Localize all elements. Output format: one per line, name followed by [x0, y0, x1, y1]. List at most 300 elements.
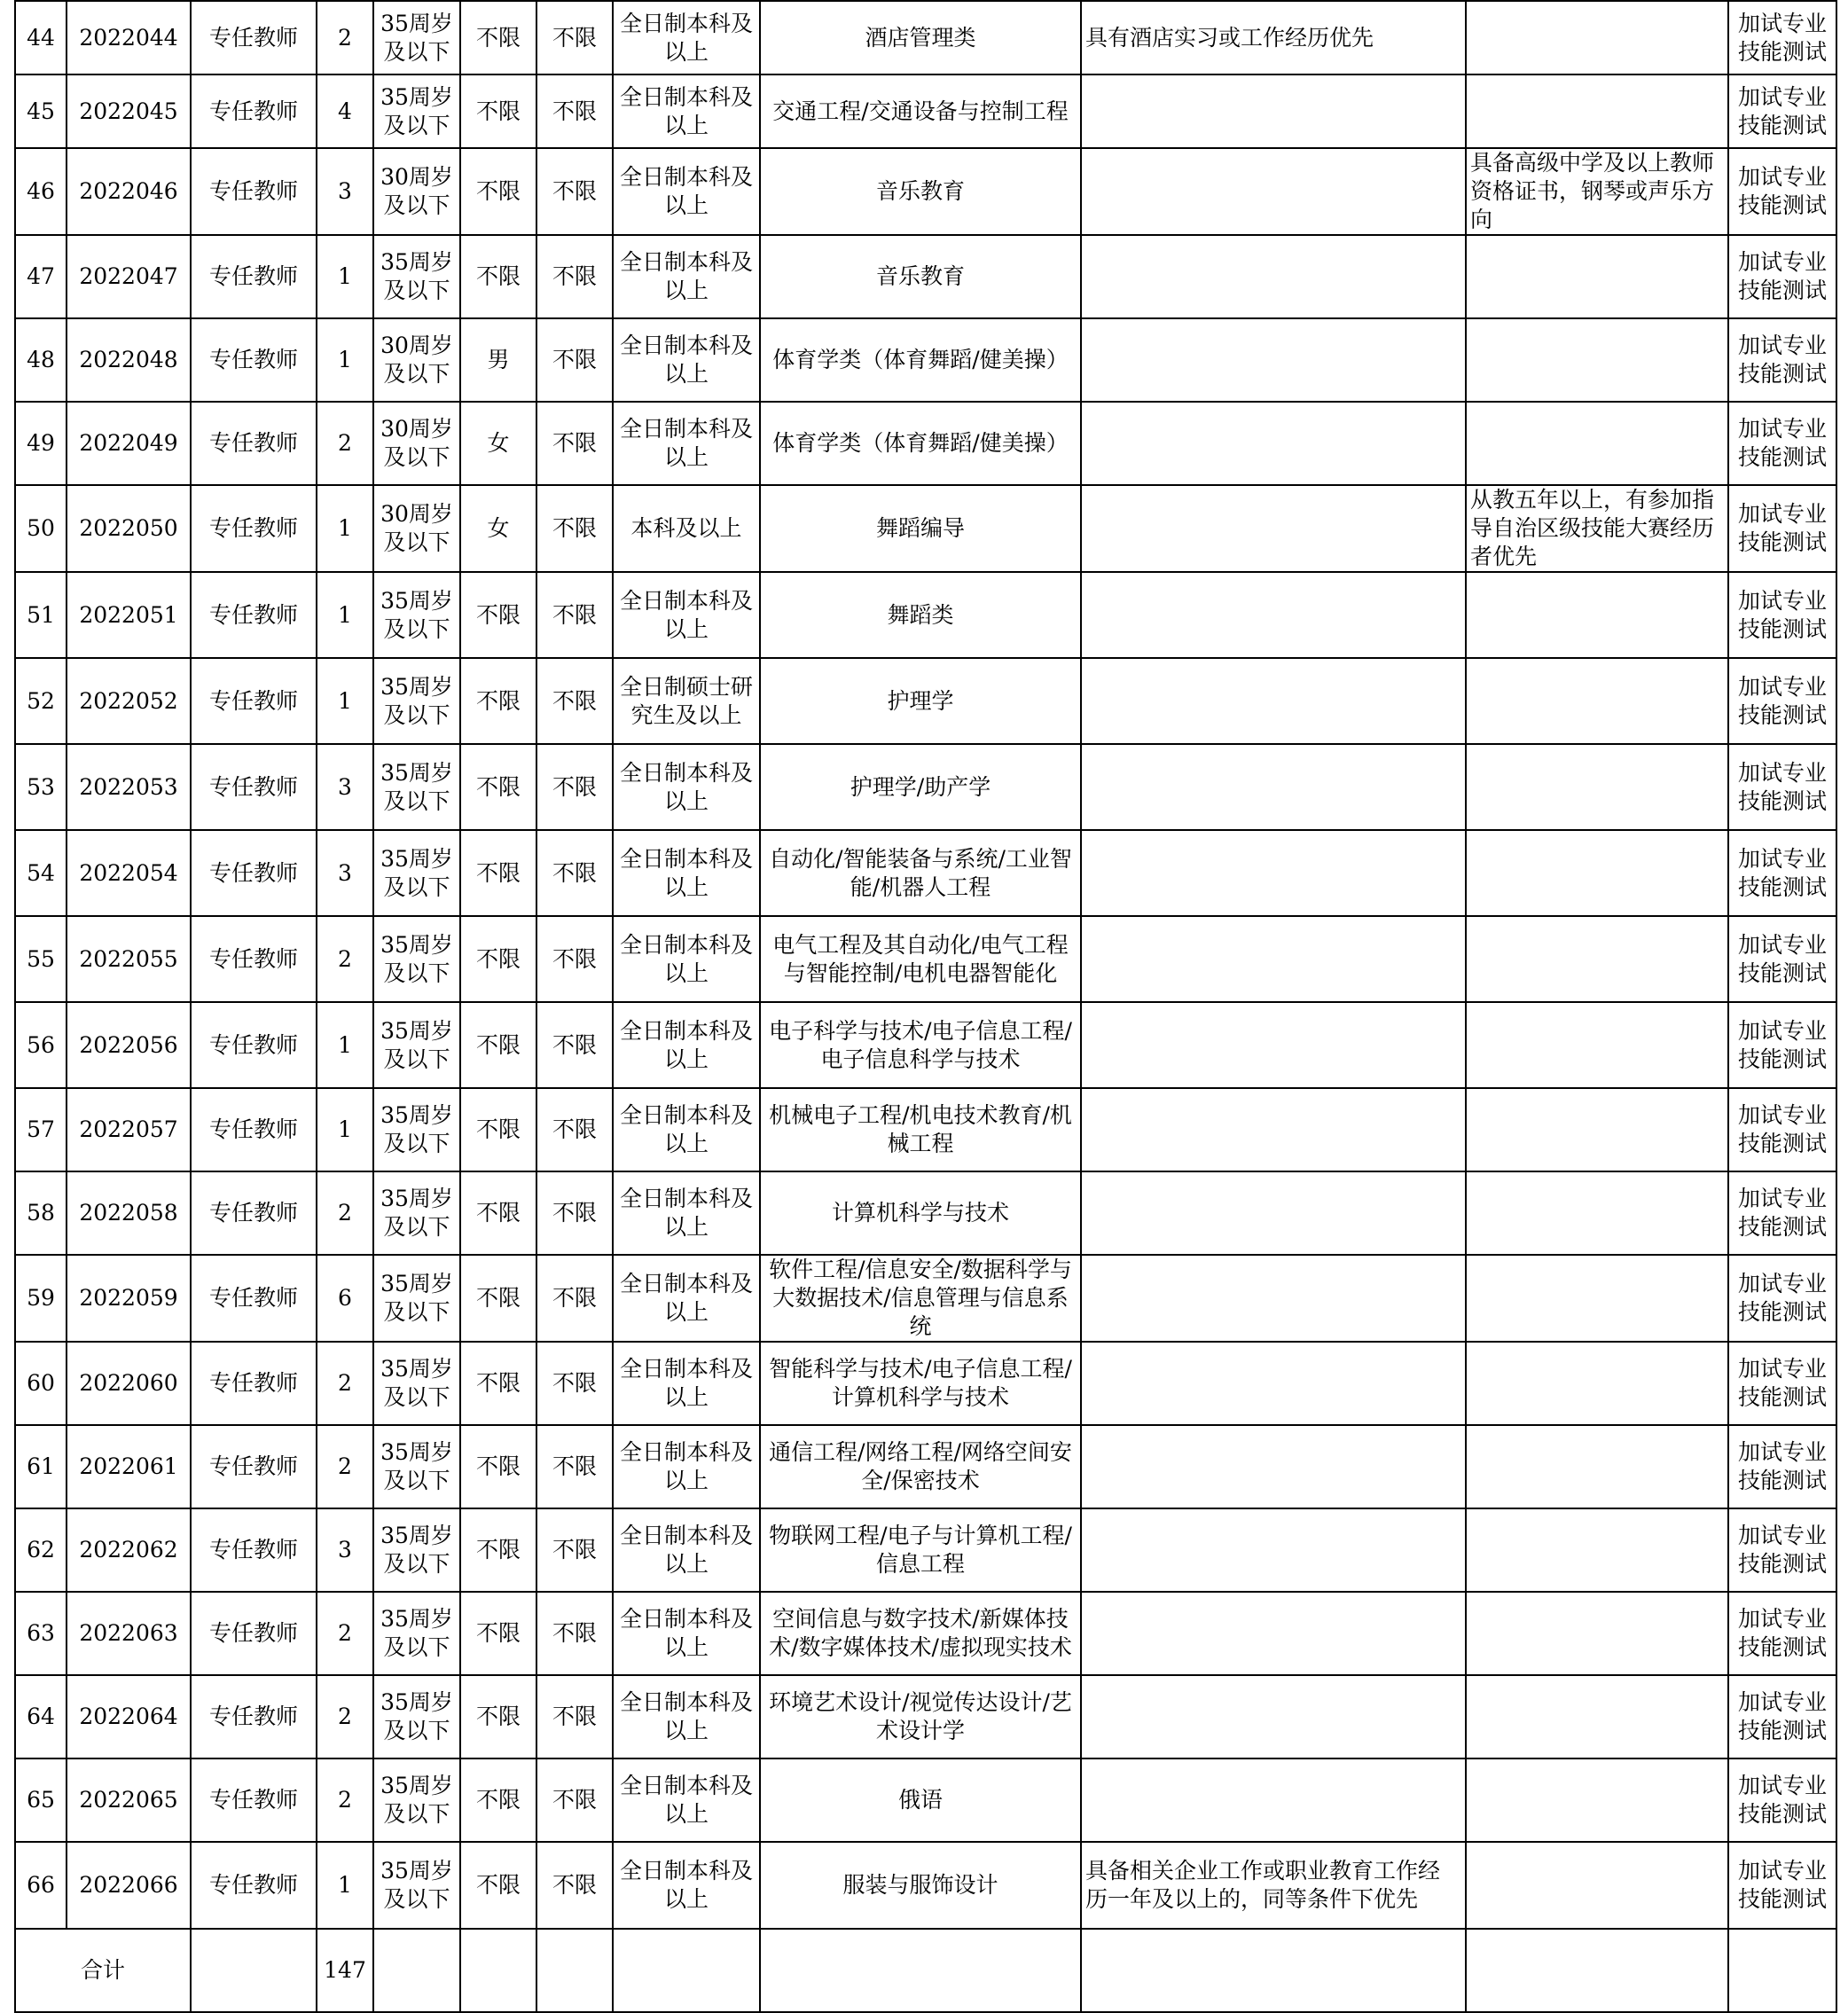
- major-cell: 电气工程及其自动化/电气工程与智能控制/电机电器智能化: [760, 916, 1081, 1002]
- gender-cell: 不限: [460, 1675, 536, 1758]
- code-cell: 2022062: [67, 1508, 191, 1592]
- post-cell: 专任教师: [191, 1758, 317, 1842]
- gender-cell: 不限: [460, 1508, 536, 1592]
- experience-cell: [1081, 1508, 1466, 1592]
- experience-cell: [1081, 1171, 1466, 1255]
- education-cell: 全日制本科及以上: [613, 74, 760, 148]
- remark-cell: 加试专业技能测试: [1728, 485, 1836, 572]
- count-cell: 4: [317, 74, 373, 148]
- education-cell: 全日制本科及以上: [613, 1088, 760, 1171]
- gender-cell: 不限: [460, 148, 536, 235]
- remark-cell: 加试专业技能测试: [1728, 744, 1836, 830]
- ethnicity-cell: 不限: [536, 1758, 613, 1842]
- experience-cell: [1081, 1088, 1466, 1171]
- count-cell: 2: [317, 1, 373, 74]
- empty-cell: [536, 1929, 613, 2012]
- major-cell: 音乐教育: [760, 148, 1081, 235]
- table-row: [15, 318, 1836, 402]
- code-cell: 2022047: [67, 235, 191, 318]
- gender-cell: 不限: [460, 1342, 536, 1425]
- post-cell: 专任教师: [191, 744, 317, 830]
- seq-cell: 49: [15, 402, 67, 485]
- post-cell: 专任教师: [191, 1088, 317, 1171]
- table-row: [15, 1592, 1836, 1675]
- age-cell: 35周岁及以下: [373, 1088, 460, 1171]
- table-row: [15, 235, 1836, 318]
- ethnicity-cell: 不限: [536, 1342, 613, 1425]
- empty-cell: [373, 1929, 460, 2012]
- age-cell: 35周岁及以下: [373, 1592, 460, 1675]
- major-cell: 交通工程/交通设备与控制工程: [760, 74, 1081, 148]
- age-cell: 35周岁及以下: [373, 1, 460, 74]
- table-row: [15, 74, 1836, 148]
- post-cell: 专任教师: [191, 1508, 317, 1592]
- post-cell: 专任教师: [191, 658, 317, 744]
- post-cell: 专任教师: [191, 830, 317, 916]
- gender-cell: 不限: [460, 1171, 536, 1255]
- post-cell: 专任教师: [191, 148, 317, 235]
- count-cell: 2: [317, 402, 373, 485]
- code-cell: 2022066: [67, 1842, 191, 1929]
- experience-cell: [1081, 1255, 1466, 1342]
- remark-cell: 加试专业技能测试: [1728, 658, 1836, 744]
- empty-cell: [760, 1929, 1081, 2012]
- other-condition-cell: [1466, 916, 1728, 1002]
- education-cell: 全日制本科及以上: [613, 1171, 760, 1255]
- code-cell: 2022060: [67, 1342, 191, 1425]
- code-cell: 2022059: [67, 1255, 191, 1342]
- ethnicity-cell: 不限: [536, 1592, 613, 1675]
- other-condition-cell: [1466, 1425, 1728, 1508]
- code-cell: 2022049: [67, 402, 191, 485]
- major-cell: 体育学类（体育舞蹈/健美操）: [760, 318, 1081, 402]
- count-cell: 2: [317, 1342, 373, 1425]
- ethnicity-cell: 不限: [536, 318, 613, 402]
- table-row: [15, 572, 1836, 658]
- post-cell: 专任教师: [191, 1255, 317, 1342]
- education-cell: 全日制本科及以上: [613, 830, 760, 916]
- count-cell: 2: [317, 1171, 373, 1255]
- table-row: [15, 1, 1836, 74]
- experience-cell: [1081, 1758, 1466, 1842]
- ethnicity-cell: 不限: [536, 402, 613, 485]
- other-condition-cell: [1466, 1592, 1728, 1675]
- seq-cell: 44: [15, 1, 67, 74]
- education-cell: 全日制本科及以上: [613, 916, 760, 1002]
- education-cell: 全日制本科及以上: [613, 1002, 760, 1088]
- post-cell: 专任教师: [191, 1592, 317, 1675]
- experience-cell: [1081, 148, 1466, 235]
- ethnicity-cell: 不限: [536, 1088, 613, 1171]
- other-condition-cell: [1466, 74, 1728, 148]
- count-cell: 3: [317, 1508, 373, 1592]
- seq-cell: 51: [15, 572, 67, 658]
- count-cell: 3: [317, 830, 373, 916]
- table-row: [15, 402, 1836, 485]
- count-cell: 2: [317, 1425, 373, 1508]
- gender-cell: 女: [460, 485, 536, 572]
- code-cell: 2022063: [67, 1592, 191, 1675]
- major-cell: 护理学/助产学: [760, 744, 1081, 830]
- gender-cell: 不限: [460, 1088, 536, 1171]
- code-cell: 2022050: [67, 485, 191, 572]
- major-cell: 软件工程/信息安全/数据科学与大数据技术/信息管理与信息系统: [760, 1255, 1081, 1342]
- table-row: [15, 916, 1836, 1002]
- table-row: [15, 1002, 1836, 1088]
- experience-cell: [1081, 572, 1466, 658]
- other-condition-cell: [1466, 1171, 1728, 1255]
- code-cell: 2022065: [67, 1758, 191, 1842]
- seq-cell: 61: [15, 1425, 67, 1508]
- major-cell: 智能科学与技术/电子信息工程/计算机科学与技术: [760, 1342, 1081, 1425]
- remark-cell: 加试专业技能测试: [1728, 235, 1836, 318]
- count-cell: 1: [317, 1002, 373, 1088]
- gender-cell: 不限: [460, 1592, 536, 1675]
- experience-cell: [1081, 1675, 1466, 1758]
- education-cell: 全日制本科及以上: [613, 1675, 760, 1758]
- gender-cell: 不限: [460, 744, 536, 830]
- ethnicity-cell: 不限: [536, 916, 613, 1002]
- post-cell: 专任教师: [191, 1002, 317, 1088]
- experience-cell: 具备相关企业工作或职业教育工作经历一年及以上的，同等条件下优先: [1081, 1842, 1466, 1929]
- age-cell: 35周岁及以下: [373, 1425, 460, 1508]
- post-cell: 专任教师: [191, 318, 317, 402]
- post-cell: 专任教师: [191, 916, 317, 1002]
- remark-cell: 加试专业技能测试: [1728, 572, 1836, 658]
- age-cell: 35周岁及以下: [373, 1758, 460, 1842]
- major-cell: 俄语: [760, 1758, 1081, 1842]
- code-cell: 2022052: [67, 658, 191, 744]
- gender-cell: 不限: [460, 1255, 536, 1342]
- gender-cell: 不限: [460, 74, 536, 148]
- code-cell: 2022048: [67, 318, 191, 402]
- experience-cell: [1081, 235, 1466, 318]
- experience-cell: [1081, 658, 1466, 744]
- post-cell: 专任教师: [191, 74, 317, 148]
- education-cell: 全日制本科及以上: [613, 1425, 760, 1508]
- post-cell: 专任教师: [191, 235, 317, 318]
- education-cell: 全日制本科及以上: [613, 1342, 760, 1425]
- remark-cell: 加试专业技能测试: [1728, 148, 1836, 235]
- count-cell: 1: [317, 1842, 373, 1929]
- code-cell: 2022045: [67, 74, 191, 148]
- experience-cell: 具有酒店实习或工作经历优先: [1081, 1, 1466, 74]
- count-cell: 3: [317, 148, 373, 235]
- ethnicity-cell: 不限: [536, 1842, 613, 1929]
- count-cell: 1: [317, 318, 373, 402]
- ethnicity-cell: 不限: [536, 485, 613, 572]
- remark-cell: 加试专业技能测试: [1728, 1088, 1836, 1171]
- total-row: [15, 1929, 1836, 2012]
- table-row: [15, 744, 1836, 830]
- seq-cell: 64: [15, 1675, 67, 1758]
- gender-cell: 不限: [460, 1425, 536, 1508]
- education-cell: 全日制本科及以上: [613, 148, 760, 235]
- other-condition-cell: [1466, 1342, 1728, 1425]
- ethnicity-cell: 不限: [536, 1508, 613, 1592]
- post-cell: 专任教师: [191, 1675, 317, 1758]
- age-cell: 35周岁及以下: [373, 572, 460, 658]
- other-condition-cell: [1466, 235, 1728, 318]
- remark-cell: 加试专业技能测试: [1728, 1, 1836, 74]
- empty-cell: [460, 1929, 536, 2012]
- table-body: [15, 1, 1836, 2012]
- seq-cell: 50: [15, 485, 67, 572]
- seq-cell: 62: [15, 1508, 67, 1592]
- major-cell: 服装与服饰设计: [760, 1842, 1081, 1929]
- education-cell: 全日制本科及以上: [613, 1592, 760, 1675]
- empty-cell: [1081, 1929, 1466, 2012]
- count-cell: 3: [317, 744, 373, 830]
- education-cell: 全日制本科及以上: [613, 1758, 760, 1842]
- ethnicity-cell: 不限: [536, 148, 613, 235]
- education-cell: 全日制本科及以上: [613, 1, 760, 74]
- other-condition-cell: [1466, 744, 1728, 830]
- age-cell: 35周岁及以下: [373, 1171, 460, 1255]
- age-cell: 35周岁及以下: [373, 1508, 460, 1592]
- other-condition-cell: [1466, 1758, 1728, 1842]
- age-cell: 30周岁及以下: [373, 148, 460, 235]
- other-condition-cell: [1466, 1002, 1728, 1088]
- gender-cell: 女: [460, 402, 536, 485]
- education-cell: 全日制本科及以上: [613, 1842, 760, 1929]
- gender-cell: 不限: [460, 916, 536, 1002]
- education-cell: 本科及以上: [613, 485, 760, 572]
- table-row: [15, 485, 1836, 572]
- table-row: [15, 1842, 1836, 1929]
- seq-cell: 58: [15, 1171, 67, 1255]
- code-cell: 2022053: [67, 744, 191, 830]
- count-cell: 1: [317, 572, 373, 658]
- education-cell: 全日制本科及以上: [613, 318, 760, 402]
- code-cell: 2022044: [67, 1, 191, 74]
- table-row: [15, 1758, 1836, 1842]
- major-cell: 空间信息与数字技术/新媒体技术/数字媒体技术/虚拟现实技术: [760, 1592, 1081, 1675]
- education-cell: 全日制本科及以上: [613, 1255, 760, 1342]
- experience-cell: [1081, 916, 1466, 1002]
- remark-cell: 加试专业技能测试: [1728, 916, 1836, 1002]
- recruitment-table-sheet: [14, 0, 1836, 2013]
- total-count: 147: [317, 1929, 373, 2012]
- age-cell: 35周岁及以下: [373, 74, 460, 148]
- age-cell: 35周岁及以下: [373, 1342, 460, 1425]
- remark-cell: 加试专业技能测试: [1728, 1002, 1836, 1088]
- gender-cell: 男: [460, 318, 536, 402]
- gender-cell: 不限: [460, 572, 536, 658]
- seq-cell: 56: [15, 1002, 67, 1088]
- other-condition-cell: [1466, 402, 1728, 485]
- seq-cell: 60: [15, 1342, 67, 1425]
- education-cell: 全日制本科及以上: [613, 235, 760, 318]
- other-condition-cell: [1466, 572, 1728, 658]
- ethnicity-cell: 不限: [536, 1, 613, 74]
- table-row: [15, 1088, 1836, 1171]
- ethnicity-cell: 不限: [536, 1425, 613, 1508]
- seq-cell: 59: [15, 1255, 67, 1342]
- code-cell: 2022061: [67, 1425, 191, 1508]
- code-cell: 2022051: [67, 572, 191, 658]
- major-cell: 舞蹈类: [760, 572, 1081, 658]
- gender-cell: 不限: [460, 830, 536, 916]
- experience-cell: [1081, 1425, 1466, 1508]
- remark-cell: 加试专业技能测试: [1728, 1255, 1836, 1342]
- code-cell: 2022055: [67, 916, 191, 1002]
- count-cell: 1: [317, 235, 373, 318]
- seq-cell: 66: [15, 1842, 67, 1929]
- ethnicity-cell: 不限: [536, 1002, 613, 1088]
- post-cell: 专任教师: [191, 1, 317, 74]
- age-cell: 35周岁及以下: [373, 1002, 460, 1088]
- experience-cell: [1081, 485, 1466, 572]
- seq-cell: 45: [15, 74, 67, 148]
- code-cell: 2022058: [67, 1171, 191, 1255]
- age-cell: 35周岁及以下: [373, 1842, 460, 1929]
- gender-cell: 不限: [460, 1842, 536, 1929]
- table-row: [15, 1508, 1836, 1592]
- gender-cell: 不限: [460, 235, 536, 318]
- remark-cell: 加试专业技能测试: [1728, 1171, 1836, 1255]
- count-cell: 6: [317, 1255, 373, 1342]
- remark-cell: 加试专业技能测试: [1728, 1758, 1836, 1842]
- major-cell: 自动化/智能装备与系统/工业智能/机器人工程: [760, 830, 1081, 916]
- count-cell: 2: [317, 1592, 373, 1675]
- table-row: [15, 1342, 1836, 1425]
- seq-cell: 46: [15, 148, 67, 235]
- code-cell: 2022054: [67, 830, 191, 916]
- other-condition-cell: [1466, 1842, 1728, 1929]
- major-cell: 物联网工程/电子与计算机工程/信息工程: [760, 1508, 1081, 1592]
- post-cell: 专任教师: [191, 1342, 317, 1425]
- ethnicity-cell: 不限: [536, 1171, 613, 1255]
- post-cell: 专任教师: [191, 1842, 317, 1929]
- remark-cell: 加试专业技能测试: [1728, 830, 1836, 916]
- other-condition-cell: [1466, 1255, 1728, 1342]
- age-cell: 35周岁及以下: [373, 1255, 460, 1342]
- major-cell: 护理学: [760, 658, 1081, 744]
- gender-cell: 不限: [460, 1758, 536, 1842]
- post-cell: 专任教师: [191, 1425, 317, 1508]
- age-cell: 30周岁及以下: [373, 402, 460, 485]
- remark-cell: 加试专业技能测试: [1728, 318, 1836, 402]
- major-cell: 计算机科学与技术: [760, 1171, 1081, 1255]
- major-cell: 酒店管理类: [760, 1, 1081, 74]
- other-condition-cell: [1466, 1675, 1728, 1758]
- table-row: [15, 830, 1836, 916]
- experience-cell: [1081, 1002, 1466, 1088]
- post-cell: 专任教师: [191, 402, 317, 485]
- remark-cell: 加试专业技能测试: [1728, 1425, 1836, 1508]
- code-cell: 2022056: [67, 1002, 191, 1088]
- experience-cell: [1081, 1342, 1466, 1425]
- education-cell: 全日制本科及以上: [613, 744, 760, 830]
- ethnicity-cell: 不限: [536, 572, 613, 658]
- age-cell: 35周岁及以下: [373, 235, 460, 318]
- empty-cell: [191, 1929, 317, 2012]
- age-cell: 35周岁及以下: [373, 658, 460, 744]
- age-cell: 35周岁及以下: [373, 744, 460, 830]
- remark-cell: 加试专业技能测试: [1728, 1342, 1836, 1425]
- empty-cell: [613, 1929, 760, 2012]
- empty-cell: [1466, 1929, 1728, 2012]
- other-condition-cell: [1466, 830, 1728, 916]
- major-cell: 环境艺术设计/视觉传达设计/艺术设计学: [760, 1675, 1081, 1758]
- education-cell: 全日制本科及以上: [613, 1508, 760, 1592]
- remark-cell: 加试专业技能测试: [1728, 74, 1836, 148]
- experience-cell: [1081, 318, 1466, 402]
- ethnicity-cell: 不限: [536, 744, 613, 830]
- gender-cell: 不限: [460, 658, 536, 744]
- other-condition-cell: [1466, 1088, 1728, 1171]
- experience-cell: [1081, 1592, 1466, 1675]
- age-cell: 35周岁及以下: [373, 830, 460, 916]
- other-condition-cell: 具备高级中学及以上教师资格证书，钢琴或声乐方向: [1466, 148, 1728, 235]
- seq-cell: 63: [15, 1592, 67, 1675]
- major-cell: 舞蹈编导: [760, 485, 1081, 572]
- other-condition-cell: 从教五年以上，有参加指导自治区级技能大赛经历者优先: [1466, 485, 1728, 572]
- count-cell: 2: [317, 916, 373, 1002]
- education-cell: 全日制硕士研究生及以上: [613, 658, 760, 744]
- total-label: 合计: [15, 1929, 191, 2012]
- experience-cell: [1081, 402, 1466, 485]
- experience-cell: [1081, 74, 1466, 148]
- age-cell: 35周岁及以下: [373, 1675, 460, 1758]
- remark-cell: 加试专业技能测试: [1728, 1842, 1836, 1929]
- gender-cell: 不限: [460, 1, 536, 74]
- seq-cell: 57: [15, 1088, 67, 1171]
- ethnicity-cell: 不限: [536, 658, 613, 744]
- experience-cell: [1081, 744, 1466, 830]
- recruitment-table: [14, 0, 1837, 2013]
- ethnicity-cell: 不限: [536, 235, 613, 318]
- ethnicity-cell: 不限: [536, 1255, 613, 1342]
- seq-cell: 53: [15, 744, 67, 830]
- seq-cell: 48: [15, 318, 67, 402]
- remark-cell: 加试专业技能测试: [1728, 402, 1836, 485]
- other-condition-cell: [1466, 318, 1728, 402]
- seq-cell: 65: [15, 1758, 67, 1842]
- seq-cell: 55: [15, 916, 67, 1002]
- code-cell: 2022057: [67, 1088, 191, 1171]
- other-condition-cell: [1466, 658, 1728, 744]
- major-cell: 音乐教育: [760, 235, 1081, 318]
- table-row: [15, 1255, 1836, 1342]
- ethnicity-cell: 不限: [536, 830, 613, 916]
- seq-cell: 52: [15, 658, 67, 744]
- ethnicity-cell: 不限: [536, 1675, 613, 1758]
- seq-cell: 47: [15, 235, 67, 318]
- education-cell: 全日制本科及以上: [613, 572, 760, 658]
- age-cell: 30周岁及以下: [373, 485, 460, 572]
- major-cell: 电子科学与技术/电子信息工程/电子信息科学与技术: [760, 1002, 1081, 1088]
- remark-cell: 加试专业技能测试: [1728, 1508, 1836, 1592]
- table-row: [15, 148, 1836, 235]
- count-cell: 1: [317, 485, 373, 572]
- major-cell: 通信工程/网络工程/网络空间安全/保密技术: [760, 1425, 1081, 1508]
- remark-cell: 加试专业技能测试: [1728, 1592, 1836, 1675]
- seq-cell: 54: [15, 830, 67, 916]
- major-cell: 体育学类（体育舞蹈/健美操）: [760, 402, 1081, 485]
- count-cell: 1: [317, 658, 373, 744]
- count-cell: 1: [317, 1088, 373, 1171]
- table-row: [15, 1425, 1836, 1508]
- other-condition-cell: [1466, 1, 1728, 74]
- post-cell: 专任教师: [191, 485, 317, 572]
- table-row: [15, 1171, 1836, 1255]
- age-cell: 35周岁及以下: [373, 916, 460, 1002]
- empty-cell: [1728, 1929, 1836, 2012]
- code-cell: 2022064: [67, 1675, 191, 1758]
- table-row: [15, 658, 1836, 744]
